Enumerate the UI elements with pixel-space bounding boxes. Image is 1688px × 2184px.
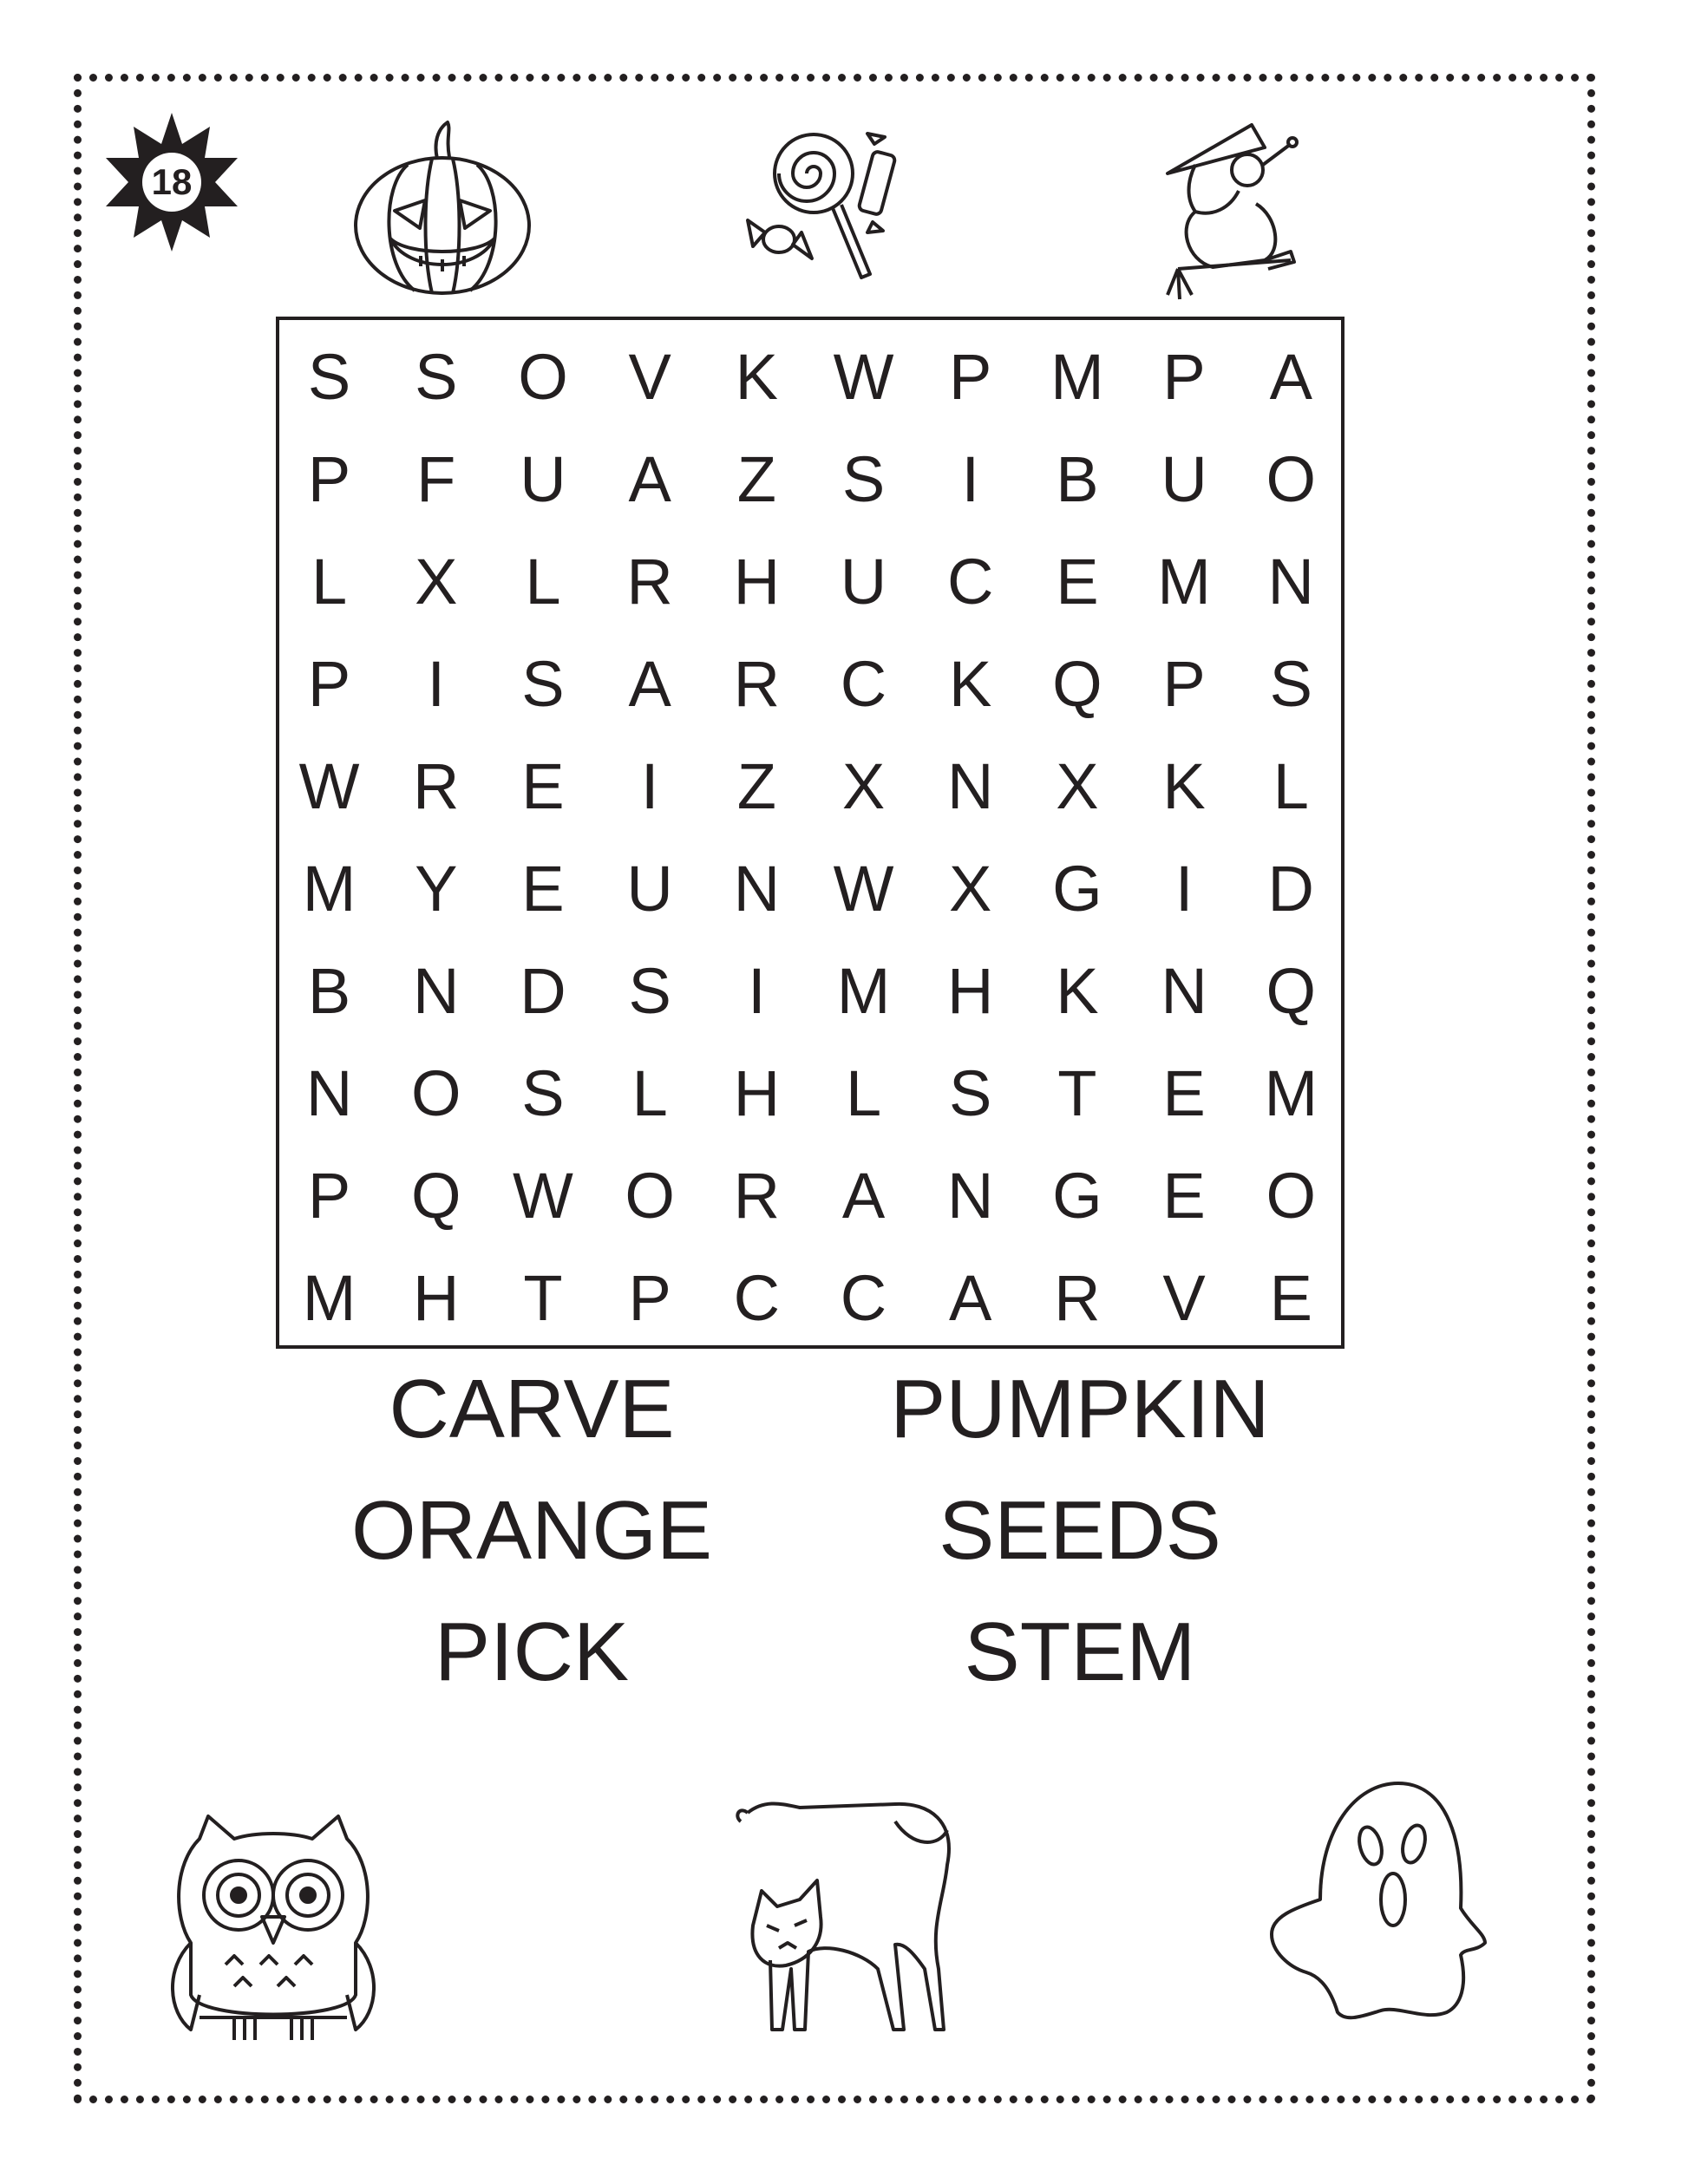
- page-number: 18: [151, 161, 193, 202]
- grid-letter[interactable]: X: [949, 852, 992, 925]
- grid-letter[interactable]: O: [1266, 442, 1317, 515]
- grid-letter[interactable]: X: [415, 545, 458, 618]
- grid-letter[interactable]: R: [733, 1159, 781, 1232]
- grid-letter[interactable]: L: [631, 1056, 668, 1129]
- grid-letter[interactable]: G: [1052, 1159, 1102, 1232]
- grid-letter[interactable]: N: [413, 954, 460, 1027]
- grid-letter[interactable]: S: [521, 647, 565, 720]
- grid-letter[interactable]: R: [626, 545, 673, 618]
- grid-letter[interactable]: I: [1174, 852, 1194, 925]
- grid-letter[interactable]: N: [1161, 954, 1207, 1027]
- grid-letter[interactable]: M: [1050, 340, 1104, 413]
- grid-letter[interactable]: R: [733, 647, 781, 720]
- grid-letter[interactable]: C: [946, 545, 994, 618]
- grid-letter[interactable]: S: [307, 340, 351, 413]
- grid-letter[interactable]: H: [413, 1261, 460, 1334]
- grid-letter[interactable]: E: [1162, 1056, 1206, 1129]
- grid-letter[interactable]: S: [1269, 647, 1312, 720]
- grid-letter[interactable]: E: [521, 749, 565, 822]
- grid-letter[interactable]: N: [305, 1056, 353, 1129]
- grid-letter[interactable]: D: [1267, 852, 1314, 925]
- grid-letter[interactable]: A: [841, 1159, 886, 1232]
- cat-icon: [730, 1795, 956, 2040]
- owl-icon: [165, 1813, 382, 2047]
- grid-letter[interactable]: I: [961, 442, 979, 515]
- grid-letter[interactable]: C: [733, 1261, 781, 1334]
- grid-letter[interactable]: B: [307, 954, 351, 1027]
- grid-letter[interactable]: P: [949, 340, 992, 413]
- grid-letter[interactable]: Q: [411, 1159, 461, 1232]
- grid-letter[interactable]: N: [1267, 545, 1314, 618]
- grid-letter[interactable]: B: [1056, 442, 1099, 515]
- grid-letter[interactable]: F: [416, 442, 456, 515]
- grid-letter[interactable]: H: [733, 545, 781, 618]
- grid-letter[interactable]: M: [836, 954, 891, 1027]
- grid-letter[interactable]: Q: [1052, 647, 1102, 720]
- word-search-grid: [276, 325, 1345, 1349]
- grid-letter[interactable]: A: [949, 1261, 992, 1334]
- grid-letter[interactable]: M: [1157, 545, 1211, 618]
- grid-letter[interactable]: E: [1162, 1159, 1206, 1232]
- grid-letter[interactable]: Q: [1266, 954, 1317, 1027]
- grid-letter[interactable]: U: [626, 852, 673, 925]
- grid-letter[interactable]: S: [415, 340, 458, 413]
- word-list-item: CARVE: [389, 1363, 675, 1455]
- word-list-item: SEEDS: [939, 1484, 1221, 1577]
- grid-letter[interactable]: P: [1162, 340, 1206, 413]
- grid-letter[interactable]: A: [1269, 340, 1312, 413]
- grid-letter[interactable]: I: [640, 749, 659, 822]
- grid-letter[interactable]: V: [1162, 1261, 1206, 1334]
- grid-letter[interactable]: S: [521, 1056, 565, 1129]
- grid-letter[interactable]: P: [307, 647, 351, 720]
- grid-letter[interactable]: U: [1161, 442, 1207, 515]
- grid-letter[interactable]: M: [302, 1261, 357, 1334]
- grid-letter[interactable]: E: [1269, 1261, 1312, 1334]
- jack-o-lantern-icon: [347, 117, 538, 299]
- grid-letter[interactable]: S: [841, 442, 886, 515]
- grid-letter[interactable]: P: [307, 442, 351, 515]
- grid-letter[interactable]: Z: [736, 749, 776, 822]
- grid-letter[interactable]: L: [1273, 749, 1309, 822]
- word-list-item: PUMPKIN: [890, 1363, 1270, 1455]
- grid-letter[interactable]: K: [735, 340, 779, 413]
- grid-letter[interactable]: H: [733, 1056, 781, 1129]
- grid-letter[interactable]: R: [413, 749, 460, 822]
- grid-letter[interactable]: T: [1057, 1056, 1097, 1129]
- grid-letter[interactable]: K: [1056, 954, 1099, 1027]
- grid-letter[interactable]: E: [1056, 545, 1099, 618]
- word-list-item: ORANGE: [350, 1484, 713, 1577]
- grid-letter[interactable]: V: [628, 340, 671, 413]
- grid-letter[interactable]: G: [1052, 852, 1102, 925]
- grid-letter[interactable]: O: [411, 1056, 461, 1129]
- grid-letter[interactable]: A: [628, 442, 671, 515]
- grid-letter[interactable]: W: [513, 1159, 573, 1232]
- witch-icon: [1161, 121, 1317, 304]
- grid-letter[interactable]: K: [949, 647, 992, 720]
- grid-letter[interactable]: Z: [736, 442, 776, 515]
- grid-letter[interactable]: C: [840, 1261, 887, 1334]
- grid-letter[interactable]: N: [946, 1159, 994, 1232]
- grid-letter[interactable]: U: [840, 545, 887, 618]
- grid-letter[interactable]: L: [311, 545, 348, 618]
- grid-letter[interactable]: P: [307, 1159, 351, 1232]
- ghost-icon: [1268, 1778, 1488, 2023]
- word-list-item: STEM: [964, 1605, 1196, 1698]
- grid-letter[interactable]: X: [1056, 749, 1099, 822]
- grid-letter[interactable]: O: [1266, 1159, 1317, 1232]
- grid-letter[interactable]: I: [427, 647, 446, 720]
- grid-letter[interactable]: R: [1054, 1261, 1101, 1334]
- grid-letter[interactable]: W: [833, 852, 894, 925]
- grid-letter[interactable]: L: [845, 1056, 882, 1129]
- grid-letter[interactable]: O: [625, 1159, 675, 1232]
- grid-letter[interactable]: L: [525, 545, 561, 618]
- grid-letter[interactable]: P: [628, 1261, 671, 1334]
- grid-letter[interactable]: E: [521, 852, 565, 925]
- grid-letter[interactable]: O: [518, 340, 568, 413]
- grid-letter[interactable]: C: [840, 647, 887, 720]
- grid-letter[interactable]: P: [1162, 647, 1206, 720]
- grid-letter[interactable]: X: [841, 749, 886, 822]
- grid-letter[interactable]: D: [520, 954, 566, 1027]
- grid-letter[interactable]: K: [1162, 749, 1206, 822]
- grid-letter[interactable]: S: [949, 1056, 992, 1129]
- grid-letter[interactable]: N: [946, 749, 994, 822]
- grid-letter[interactable]: W: [298, 749, 360, 822]
- grid-letter[interactable]: W: [833, 340, 894, 413]
- word-list-item: PICK: [434, 1605, 630, 1698]
- candy-icon: [744, 128, 918, 289]
- grid-letter[interactable]: M: [302, 852, 357, 925]
- grid-letter[interactable]: T: [523, 1261, 563, 1334]
- grid-letter[interactable]: Y: [415, 852, 458, 925]
- grid-letter[interactable]: A: [628, 647, 671, 720]
- grid-letter[interactable]: S: [628, 954, 671, 1027]
- grid-letter[interactable]: M: [1264, 1056, 1318, 1129]
- grid-letter[interactable]: N: [733, 852, 781, 925]
- grid-letter[interactable]: I: [748, 954, 766, 1027]
- grid-letter[interactable]: H: [946, 954, 994, 1027]
- grid-letter[interactable]: U: [520, 442, 566, 515]
